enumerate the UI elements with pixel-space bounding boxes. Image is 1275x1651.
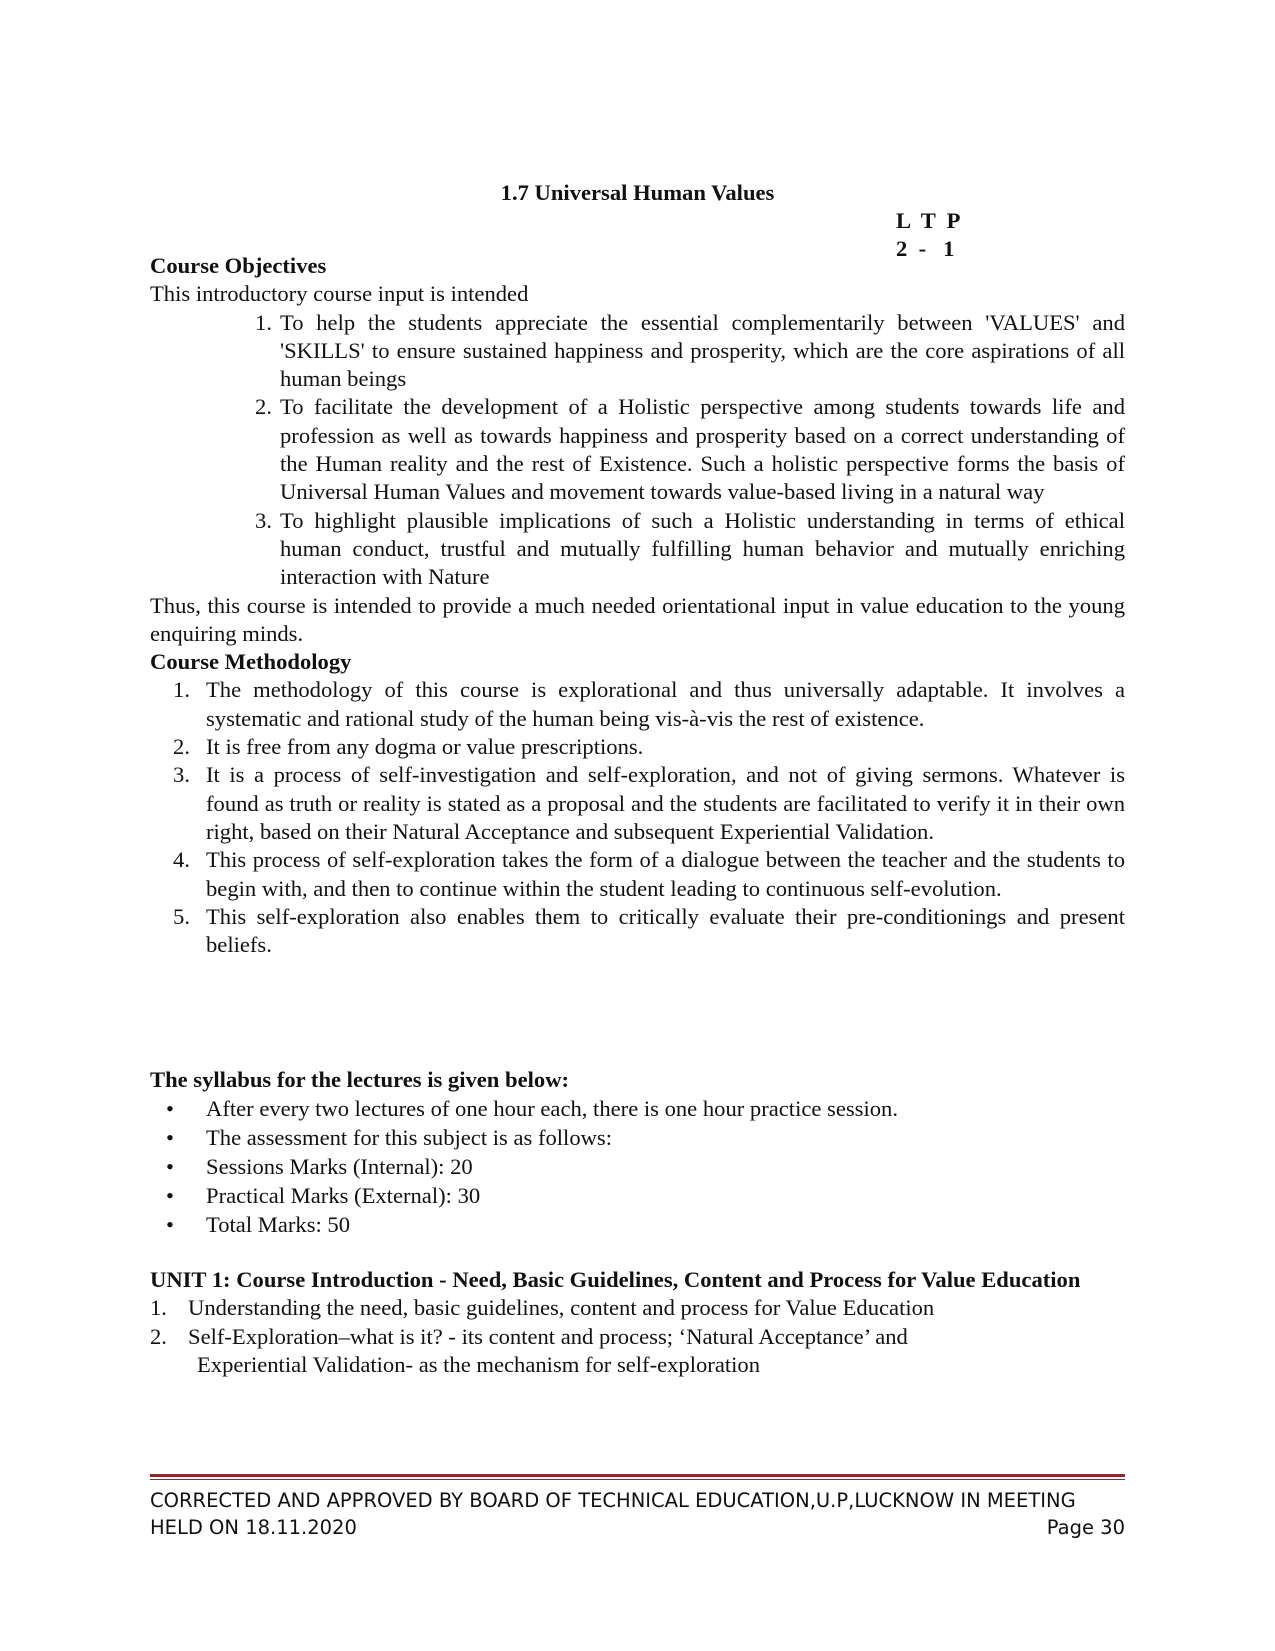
item-number: 5. [173,903,190,929]
item-number: 3. [173,762,190,788]
bullet-icon: • [166,1096,174,1122]
bullet-icon: • [166,1125,174,1151]
page-number: Page 30 [1046,1516,1125,1539]
methodology-heading: Course Methodology [150,649,352,675]
item-number: 4. [173,847,190,873]
item-number: 2. [150,1323,167,1349]
methodology-list [150,676,1125,959]
unit1-continuation: Experiential Validation- as the mechanism for self-exploration [197,1351,760,1377]
item-text: It is free from any dogma or value prescriptions. [206,734,644,760]
footer-rule-thin [150,1479,1125,1480]
item-text: To help the students appreciate the essential complementarily between 'VALUES' and 'SKILLS' to ensure sustained happiness and prosperity, which are the core aspirations of all human beings [280,309,1125,392]
page-footer [150,1487,1125,1541]
item-number: 1. [150,1295,167,1321]
footer-approval-line: CORRECTED AND APPROVED BY BOARD OF TECHNICAL EDUCATION,U.P,LUCKNOW IN MEETING [150,1489,1076,1512]
list-item [150,1294,1125,1322]
list-item [150,1123,1125,1152]
footer-meeting-date: HELD ON 18.11.2020 [150,1516,357,1539]
item-text: To facilitate the development of a Holistic perspective among students towards life and profession as well as towards happiness and prosperity based on a correct understanding of the Human reality and the rest of Existence. Such a holistic perspective forms the basis of Universal Human Values and movement towards value-based living in a natural way [280,394,1125,505]
syllabus-section [150,1066,1125,1239]
syllabus-list [150,1094,1125,1239]
item-text: To highlight plausible implications of such a Holistic understanding in terms of ethical human conduct, trustful and mutually fulfilling human behavior and mutually enriching interaction with Nature [280,507,1125,590]
list-item [150,1094,1125,1123]
ltp-values: 2 - 1 [896,236,955,261]
objectives-closing: Thus, this course is intended to provide a much needed orientational input in value education to the young enquiring minds. [150,592,1125,646]
unit1-list [150,1294,1125,1351]
item-number: 3. [255,507,272,533]
item-text: Sessions Marks (Internal): 20 [206,1154,473,1180]
page-title: 1.7 Universal Human Values [500,180,775,205]
objectives-intro: This introductory course input is intended [150,281,529,307]
bullet-icon: • [166,1183,174,1209]
list-item [150,903,1125,960]
unit1-section [150,1266,1125,1379]
item-text: It is a process of self-investigation and self-exploration, and not of giving sermons. Whatever is found as truth or reality is stated as a proposal and the students are facilitated to verify it in their own right, based on their Natural Acceptance and subsequent Experiential Validation. [206,762,1125,844]
list-item [150,676,1125,733]
item-text: Understanding the need, basic guidelines, content and process for Value Education [188,1295,935,1321]
objectives-section [150,252,1125,959]
item-number: 1. [173,677,190,703]
list-item [150,733,1125,761]
ltp-header: L T P [896,208,961,233]
footer-rule [150,1474,1125,1477]
item-number: 2. [255,394,272,420]
item-text: The assessment for this subject is as follows: [206,1125,613,1151]
objectives-list [150,309,1125,592]
bullet-icon: • [166,1154,174,1180]
item-text: This self-exploration also enables them to critically evaluate their pre-conditionings and present beliefs. [206,903,1125,958]
item-text: After every two lectures of one hour each, there is one hour practice session. [206,1096,898,1122]
item-text: Self-Exploration–what is it? - its content and process; ‘Natural Acceptance’ and [188,1323,908,1349]
list-item [150,507,1125,592]
item-number: 1. [255,309,272,335]
bullet-icon: • [166,1212,174,1238]
list-item [150,761,1125,846]
item-number: 2. [173,734,190,760]
list-item [150,1210,1125,1239]
list-item [150,846,1125,903]
list-item [150,309,1125,394]
item-text: Practical Marks (External): 30 [206,1183,481,1209]
item-text: The methodology of this course is explorational and thus universally adaptable. It involves a systematic and rational study of the human being vis-à-vis the rest of existence. [206,677,1125,731]
list-item [150,393,1125,506]
item-text: This process of self-exploration takes the form of a dialogue between the teacher and the students to begin with, and then to continue within the student leading to continuous self-evolution. [206,847,1125,901]
document-page [150,0,1125,1651]
list-item [150,1323,1125,1351]
list-item [150,1181,1125,1210]
item-text: Total Marks: 50 [206,1212,351,1238]
syllabus-heading: The syllabus for the lectures is given below: [150,1067,570,1092]
unit1-heading: UNIT 1: Course Introduction - Need, Basic Guidelines, Content and Process for Value Education [150,1267,1081,1292]
objectives-heading: Course Objectives [150,253,327,278]
list-item [150,1152,1125,1181]
